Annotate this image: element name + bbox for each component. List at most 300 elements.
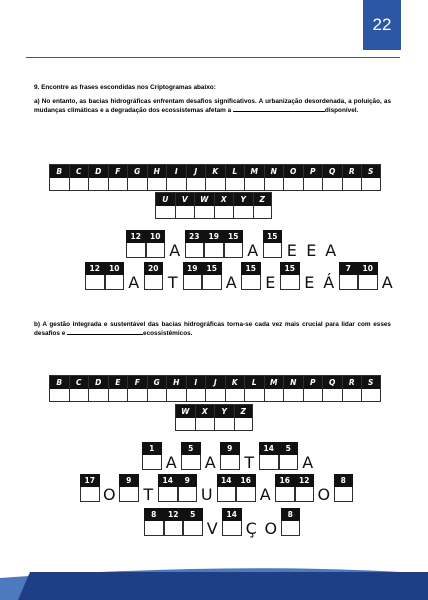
key-letter: S [362,376,380,389]
key-answer-box[interactable] [323,178,342,190]
key-answer-box[interactable] [156,206,175,218]
given-letter: A [165,453,177,472]
key-answer-box[interactable] [128,389,147,401]
answer-box[interactable] [202,275,222,290]
key-cell [361,164,381,191]
given-letter: O [317,485,331,504]
key-answer-box[interactable] [206,389,225,401]
key-letter: V [176,193,195,206]
key-answer-box[interactable] [187,178,206,190]
key-answer-box[interactable] [70,389,89,401]
key-answer-box[interactable] [245,178,264,190]
cipher-cell [224,230,244,258]
key-letter: H [167,376,186,389]
key-answer-box[interactable] [362,178,380,190]
given-letter-cell [124,262,144,290]
key-letter: G [128,165,147,178]
key-cell [108,375,128,402]
key-cell [214,192,234,219]
key-answer-box[interactable] [254,206,272,218]
answer-box[interactable] [275,487,295,502]
cipher-number: 8 [281,508,301,521]
key-letter: F [109,165,128,178]
key-letter: B [50,165,69,178]
cipher-cell [334,474,354,502]
given-letter: A [259,485,271,504]
page-number: 22 [372,15,392,34]
answer-box[interactable] [164,521,184,536]
given-letter: A [128,273,140,292]
given-letter: T [143,485,154,504]
answer-box[interactable] [259,455,279,470]
key-cell [186,164,206,191]
given-letter: Ç [245,519,257,538]
key-answer-box[interactable] [235,418,253,430]
key-answer-box[interactable] [323,389,342,401]
given-letter-cell [298,442,318,470]
cipher-cell [119,474,139,502]
answer-box[interactable] [158,487,178,502]
cipher-number: 15 [263,230,283,243]
part-a-blank [233,106,325,112]
key-b-row-1 [49,375,381,402]
answer-box[interactable] [105,275,125,290]
given-letter: U [200,485,213,504]
answer-box[interactable] [280,275,300,290]
key-cell [186,375,206,402]
key-letter: X [196,405,215,418]
cipher-cell [85,262,105,290]
key-letter: L [226,165,245,178]
key-letter: E [109,376,128,389]
given-letter-cell [162,442,182,470]
key-letter: Q [323,165,342,178]
key-cell [283,375,303,402]
cipher-number: 8 [144,508,164,521]
key-cell [205,375,225,402]
given-letter: A [381,273,393,292]
cipher-number: 10 [146,230,166,243]
cipher-cell [178,474,198,502]
given-letter-cell [282,230,302,258]
key-answer-box[interactable] [109,389,128,401]
part-b-text-2: ecossistêmicos. [143,330,193,338]
cipher-number: 12 [85,262,105,275]
key-answer-box[interactable] [176,418,195,430]
given-letter: A [204,453,216,472]
part-a-statement [34,98,391,115]
part-a-text-1: a) No entanto, as bacias hidrográficas enfrentam desafios significativos. A urbanização desordenada, a poluição, as mudanças climáticas e a degradação dos ecossistemas afetam a [34,98,391,115]
given-letter-cell [314,474,334,502]
key-cell [108,164,128,191]
answer-box[interactable] [144,521,164,536]
given-letter: A [247,241,259,260]
cipher-number: 14 [259,442,279,455]
answer-box[interactable] [144,275,164,290]
key-answer-box[interactable] [89,389,108,401]
key-answer-box[interactable] [50,389,69,401]
key-cell [342,164,362,191]
given-letter-cell [201,442,221,470]
key-letter: L [245,376,264,389]
key-letter: U [156,193,175,206]
key-letter: N [284,376,303,389]
answer-box[interactable] [241,275,261,290]
cipher-cell [222,508,242,536]
answer-box[interactable] [263,243,283,258]
given-letter-cell [243,230,263,258]
key-letter: P [304,165,323,178]
answer-box[interactable] [185,243,205,258]
given-letter-cell [242,508,262,536]
answer-box[interactable] [183,521,203,536]
given-letter: O [102,485,116,504]
given-letter-cell [240,442,260,470]
key-answer-box[interactable] [148,178,167,190]
cipher-number: 9 [178,474,198,487]
cipher-cell [236,474,256,502]
cipher-number: 15 [280,262,300,275]
cipher-cell [280,262,300,290]
key-letter: C [70,165,89,178]
given-letter-cell [100,474,120,502]
given-letter-cell [197,474,217,502]
given-letter-cell [302,230,322,258]
key-cell [303,375,323,402]
key-letter: C [70,376,89,389]
key-answer-box[interactable] [362,389,380,401]
cipher-cell [164,508,184,536]
cipher-number: 19 [183,262,203,275]
key-cell [166,164,186,191]
cipher-cell [183,508,203,536]
key-letter: R [343,165,362,178]
cipher-cell [281,508,301,536]
key-cell [175,192,195,219]
cipher-cell [146,230,166,258]
key-cell [234,404,254,431]
key-cell [147,375,167,402]
cipher-number: 12 [126,230,146,243]
cipher-number: 12 [164,508,184,521]
answer-box[interactable] [281,521,301,536]
given-letter-cell [165,230,185,258]
given-letter-cell [261,262,281,290]
key-cell [303,164,323,191]
key-a-row-1 [49,164,381,191]
puzzle-a-word-1 [126,230,341,258]
cipher-number: 8 [334,474,354,487]
cipher-number: 14 [222,508,242,521]
key-answer-box[interactable] [148,389,167,401]
cipher-number: 12 [295,474,315,487]
key-answer-box[interactable] [128,178,147,190]
part-b-statement [34,321,391,338]
key-b-row-2 [175,404,253,431]
key-letter: F [128,376,147,389]
cipher-number: 10 [358,262,378,275]
key-letter: B [50,376,69,389]
cipher-cell [185,230,205,258]
given-letter: O [264,519,278,538]
key-answer-box[interactable] [195,206,214,218]
key-letter: S [362,165,380,178]
key-answer-box[interactable] [176,206,195,218]
key-cell [69,375,89,402]
answer-box[interactable] [119,487,139,502]
cipher-cell [220,442,240,470]
cipher-cell [204,230,224,258]
key-cell [127,164,147,191]
key-answer-box[interactable] [245,389,264,401]
key-cell [49,375,69,402]
given-letter-cell [222,262,242,290]
key-answer-box[interactable] [215,206,234,218]
cipher-cell [295,474,315,502]
key-answer-box[interactable] [50,178,69,190]
key-letter: X [215,193,234,206]
key-cell [233,192,253,219]
key-answer-box[interactable] [167,389,186,401]
key-cell [194,192,214,219]
cipher-number: 9 [220,442,240,455]
given-letter-cell [139,474,159,502]
cipher-cell [126,230,146,258]
key-answer-box[interactable] [226,389,245,401]
key-answer-box[interactable] [284,178,303,190]
cipher-cell [144,262,164,290]
key-cell [244,164,264,191]
key-answer-box[interactable] [206,178,225,190]
key-answer-box[interactable] [109,178,128,190]
answer-box[interactable] [146,243,166,258]
cipher-cell [144,508,164,536]
key-letter: I [187,376,206,389]
key-cell [147,164,167,191]
given-letter: T [167,273,178,292]
key-letter: Q [323,376,342,389]
key-answer-box[interactable] [284,389,303,401]
cipher-cell [259,442,279,470]
answer-box[interactable] [279,455,299,470]
key-cell [244,375,264,402]
cipher-number: 16 [236,474,256,487]
key-letter: M [245,165,264,178]
cipher-number: 16 [275,474,295,487]
answer-box[interactable] [142,455,162,470]
puzzle-b-word-2 [80,474,353,502]
answer-box[interactable] [126,243,146,258]
footer-decoration [0,568,428,600]
cipher-cell [358,262,378,290]
key-cell [49,164,69,191]
answer-box[interactable] [220,455,240,470]
key-answer-box[interactable] [265,389,284,401]
key-letter: M [265,376,284,389]
cipher-number: 15 [241,262,261,275]
cipher-number: 19 [204,230,224,243]
cipher-number: 9 [119,474,139,487]
key-answer-box[interactable] [343,178,362,190]
key-answer-box[interactable] [196,418,215,430]
cipher-number: 17 [80,474,100,487]
key-cell [88,375,108,402]
cipher-cell [339,262,359,290]
key-cell [225,375,245,402]
key-a-row-2 [155,192,272,219]
key-answer-box[interactable] [89,178,108,190]
given-letter-cell [378,262,398,290]
given-letter-cell [321,230,341,258]
key-cell [195,404,215,431]
key-letter: Y [215,405,234,418]
given-letter: Á [323,273,335,292]
cipher-cell [80,474,100,502]
key-answer-box[interactable] [304,178,323,190]
cipher-cell [105,262,125,290]
key-letter: I [167,165,186,178]
given-letter: A [225,273,237,292]
cipher-number: 10 [105,262,125,275]
part-b-text-1: b) A gestão integrada e sustentável das bacias hidrográficas torna-se cada vez mais crucial para lidar com esses desafios e [34,321,391,338]
key-letter: K [206,165,225,178]
cipher-number: 14 [217,474,237,487]
key-cell [264,164,284,191]
key-letter: P [304,376,323,389]
key-cell [127,375,147,402]
key-letter: Z [254,193,272,206]
given-letter-cell [300,262,320,290]
puzzle-a-word-2 [85,262,397,290]
given-letter: E [265,273,276,292]
key-letter: D [89,165,108,178]
key-cell [69,164,89,191]
key-cell [361,375,381,402]
key-cell [88,164,108,191]
header-divider [26,57,400,58]
answer-box[interactable] [358,275,378,290]
answer-box[interactable] [178,487,198,502]
key-letter: H [148,165,167,178]
cipher-cell [183,262,203,290]
cipher-cell [241,262,261,290]
given-letter-cell [261,508,281,536]
key-cell [253,192,273,219]
key-letter: G [148,376,167,389]
cipher-cell [202,262,222,290]
given-letter: E [286,241,297,260]
key-cell [322,375,342,402]
answer-box[interactable] [85,275,105,290]
key-letter: J [206,376,225,389]
cipher-number: 7 [339,262,359,275]
cipher-cell [263,230,283,258]
given-letter: V [206,519,218,538]
key-cell [283,164,303,191]
cipher-number: 23 [185,230,205,243]
part-b-blank [67,329,143,335]
key-letter: Z [235,405,253,418]
given-letter: A [169,241,181,260]
key-letter: W [195,193,214,206]
key-letter: J [187,165,206,178]
cipher-number: 15 [202,262,222,275]
given-letter-cell [256,474,276,502]
key-cell [342,375,362,402]
given-letter-cell [203,508,223,536]
cipher-cell [217,474,237,502]
answer-box[interactable] [222,521,242,536]
answer-box[interactable] [339,275,359,290]
given-letter: E [306,241,317,260]
cipher-number: 5 [181,442,201,455]
key-answer-box[interactable] [265,178,284,190]
given-letter: T [244,453,255,472]
key-answer-box[interactable] [226,178,245,190]
key-answer-box[interactable] [187,389,206,401]
cipher-cell [158,474,178,502]
question-title: 9. Encontre as frases escondidas nos Criptogramas abaixo: [34,84,216,91]
key-answer-box[interactable] [343,389,362,401]
given-letter: A [302,453,314,472]
cipher-number: 20 [144,262,164,275]
answer-box[interactable] [183,275,203,290]
cipher-cell [142,442,162,470]
answer-box[interactable] [295,487,315,502]
answer-box[interactable] [334,487,354,502]
key-letter: N [265,165,284,178]
key-answer-box[interactable] [215,418,234,430]
key-letter: O [284,165,303,178]
key-answer-box[interactable] [167,178,186,190]
answer-box[interactable] [224,243,244,258]
part-a-text-2: disponível. [324,107,359,115]
cipher-number: 15 [224,230,244,243]
cipher-cell [279,442,299,470]
key-cell [166,375,186,402]
page-number-box [363,0,401,50]
key-letter: K [226,376,245,389]
puzzle-b-word-1 [142,442,318,470]
given-letter: E [304,273,315,292]
cipher-number: 1 [142,442,162,455]
given-letter: A [325,241,337,260]
answer-box[interactable] [80,487,100,502]
answer-box[interactable] [236,487,256,502]
key-answer-box[interactable] [304,389,323,401]
key-cell [225,164,245,191]
cipher-number: 14 [158,474,178,487]
puzzle-b-word-3 [144,508,300,536]
given-letter-cell [163,262,183,290]
key-cell [205,164,225,191]
key-cell [322,164,342,191]
answer-box[interactable] [204,243,224,258]
key-cell [214,404,234,431]
cipher-cell [181,442,201,470]
key-letter: W [176,405,195,418]
key-answer-box[interactable] [234,206,253,218]
cipher-number: 5 [279,442,299,455]
key-answer-box[interactable] [70,178,89,190]
key-letter: R [343,376,362,389]
answer-box[interactable] [217,487,237,502]
given-letter-cell [319,262,339,290]
key-cell [155,192,175,219]
key-cell [175,404,195,431]
answer-box[interactable] [181,455,201,470]
key-cell [264,375,284,402]
